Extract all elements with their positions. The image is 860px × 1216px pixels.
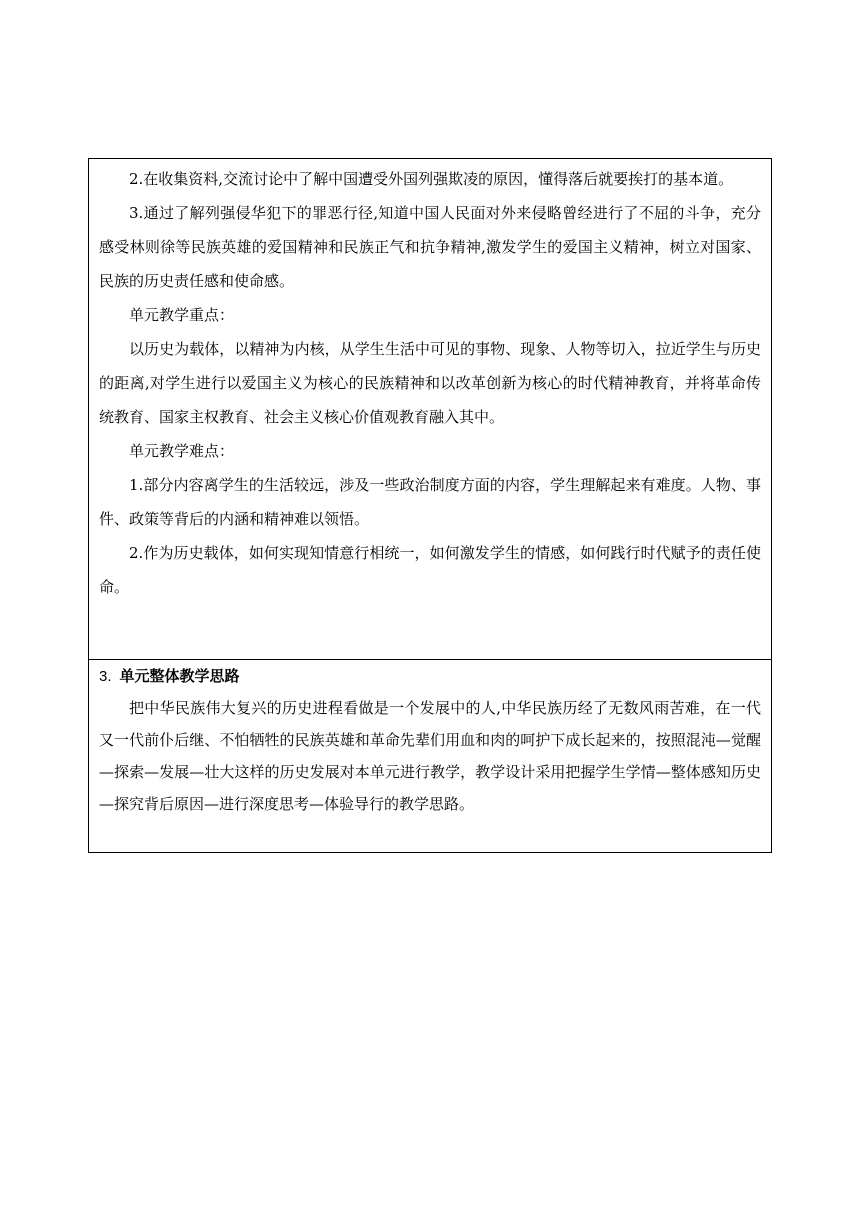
difficulties-heading: 单元教学难点： <box>129 442 235 460</box>
lesson-plan-table <box>88 158 772 853</box>
teaching-approach-paragraph: 把中华民族伟大复兴的历史进程看做是一个发展中的人,中华民族历经了无数风雨苦难，在一代又一代前仆后继、不怕牺牲的民族英雄和革命先辈们用血和肉的呵护下成长起来的，按照混沌—觉醒—探索—发展—壮大这样的历史发展对本单元进行教学，教学设计采用把握学生学情—整体感知历史—探究背后原因—进行深度思考—体验导行的教学思路。 <box>99 699 761 813</box>
objective-2-paragraph: 2.在收集资料,交流讨论中了解中国遭受外国列强欺凌的原因，懂得落后就要挨打的基本道。 <box>129 170 734 188</box>
difficulty-1-paragraph: 1.部分内容离学生的生活较远，涉及一些政治制度方面的内容，学生理解起来有难度。人物、事件、政策等背后的内涵和精神难以领悟。 <box>99 476 761 528</box>
section-heading <box>99 661 761 692</box>
teaching-approach-cell <box>89 660 772 853</box>
objectives-cell <box>89 159 772 660</box>
key-points-heading: 单元教学重点： <box>129 306 235 324</box>
difficulty-2-paragraph: 2.作为历史载体，如何实现知情意行相统一，如何激发学生的情感，如何践行时代赋予的责任使命。 <box>99 544 761 596</box>
table-row <box>89 660 772 853</box>
table-row <box>89 159 772 660</box>
section-title: 单元整体教学思路 <box>119 667 240 685</box>
objective-3-paragraph: 3.通过了解列强侵华犯下的罪恶行径,知道中国人民面对外来侵略曾经进行了不屈的斗争，充分感受林则徐等民族英雄的爱国精神和民族正气和抗争精神,激发学生的爱国主义精神，树立对国家、民族的历史责任感和使命感。 <box>99 204 761 290</box>
key-points-paragraph: 以历史为载体，以精神为内核，从学生生活中可见的事物、现象、人物等切入，拉近学生与历史的距离,对学生进行以爱国主义为核心的民族精神和以改革创新为核心的时代精神教育，并将革命传统教育、国家主权教育、社会主义核心价值观教育融入其中。 <box>99 340 761 426</box>
section-number: 3. <box>99 668 112 685</box>
